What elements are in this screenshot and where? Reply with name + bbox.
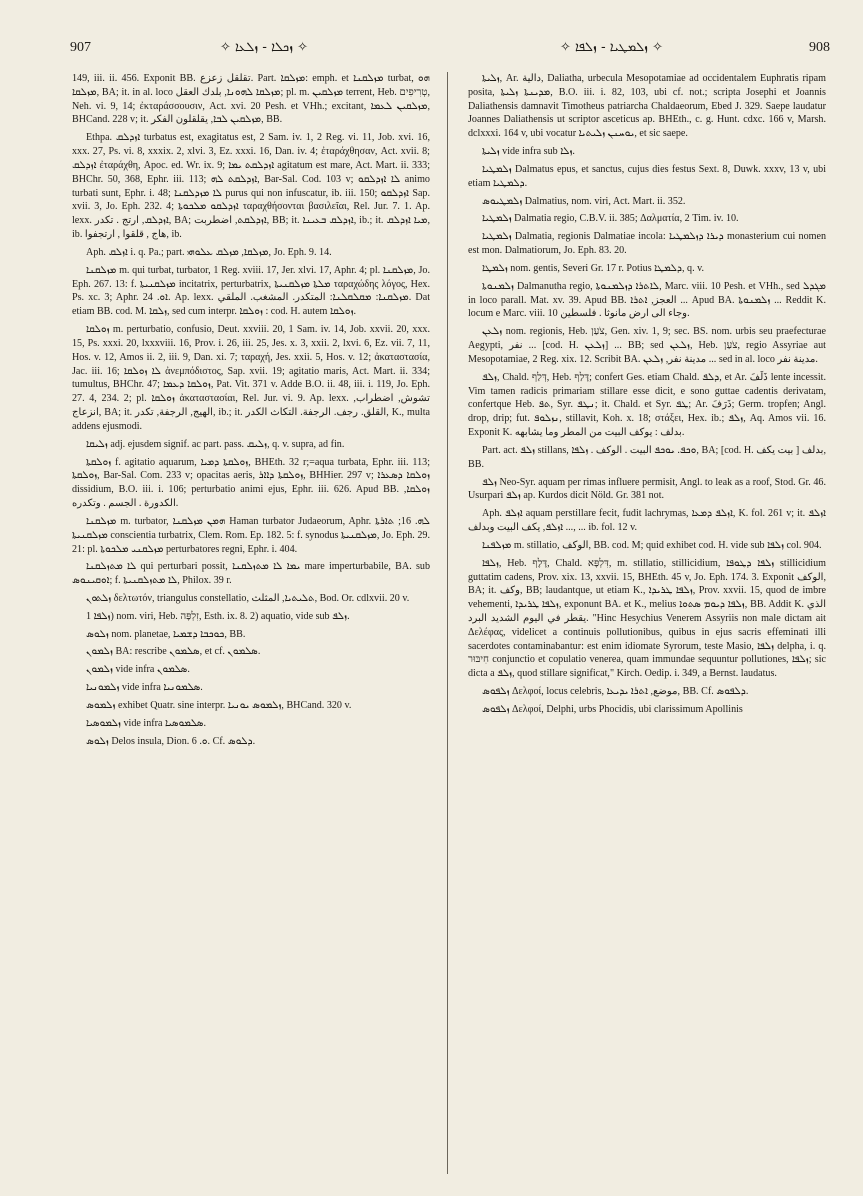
dictionary-entry: ܠܐ ܡܬܙܠܩܢܐ qui perturbari possit, ܝܡܐ ܠܐ ܡܬܙܠܩܢܐ mare imperturbabile, BA. sub ܐܘܩܝܢܘܣ; f. ܠܐ ܡܬܙܠܩܢܝܬܐ, Philox. 39 r.	[72, 561, 430, 587]
dictionary-entry: Aph. ܐܙܠܩ i. q. Pa.; part. ܡܙܠܩܐ, ܡܙܠܩ ܥܠܘܗܝ, Jo. Eph. 9. 14.	[86, 246, 332, 258]
dictionary-entry: ܙܠܡܘܣܝܐ vide infra ܣܠܡܘܣܝܐ.	[86, 717, 206, 729]
running-header	[70, 40, 830, 64]
dictionary-entry: ܙܠܡܢܘܬܐ Dalmanutha regio, ܠܐܬܪܐ ܕܙܠܡܢܘܬܐ, Marc. viii. 10 Pesh. et VHh., sed ܡܓܕܠ in loco parall. Mat. xv. 39. Apud BB. العجز, ܐܬܪܐ ... Apud BA. ܙܠܡܢܘܬܐ ... Reddit K. locum e Marc. viii. 10 وجاء الى ارض مانوثا . فلسطين.	[468, 280, 826, 320]
dictionary-entry: ܙܠܡܘܣ exhibet Quatr. sine interpr. ܙܠܡܘܣ ܝܘܢܝܐ, BHCand. 320 v.	[86, 699, 352, 711]
dictionary-entry: ܙܠܦ, Chald. דְּלַף, Heb. דָּלַף; confert Ges. etiam Chald. ܕܠܦ, et Ar. ذَلَفَ lente incessit. Vim tamen radicis primariam stillare esse dicit, e sono guttae cadentis derivatam, confertque Heb. ܬܦ, Syr. ܢܛܦ; it. Chald. et Syr. ܛܦ; Ar. ذَرَفَ; Germ. tropfen; Angl. drop, drip; fut. ܢܙܠܘܦ, stillavit, Koh. x. 18; στάξει, Hex. ib.; ܙܠܦ, Aq. Amos vii. 16. Exponit K. بدلف : يوكف البيت من المطر وما يشابهه.	[468, 371, 826, 439]
dictionary-entry: ܡܙܠܩܢܐ m. qui turbat, turbator, 1 Reg. xviii. 17, Jer. xlvi. 17, Aphr. 4; pl. ܡܙܠܩܢܐ, Jo. Eph. 267. 13: f. ܡܙܠܩܢܝܬܐ incitatrix, perturbatrix, ܡܠܬܐ ܡܙܠܩܢܝܬܐ ταραχώδης λόγος, Hex. Ps. xc. 3; Aphr. ܐܘ. 24. Ap. lexx. ܡܙܠܩܢܐ: ܡܩܠܩܠܢܐ: المتكدر. المشغب. الملقي. Dat etiam BB. cod. M. ܙܠܩܐ, sed cum interpr. ܙܘܠܩܐ : cod. H. autem ܙܘܠܩܐ.	[72, 264, 430, 318]
dictionary-entry: ܙܠܦܘܣ Δελφοί, locus celebris, موضع, ܐܬܪܐ ܝܕܝܥܐ, BB. Cf. ܕܠܦܘܣ.	[482, 686, 749, 698]
dictionary-entry: ܙܠܡܘܢܝܐ vide infra ܣܠܡܘܢܝܐ.	[86, 682, 203, 694]
dictionary-entry: ܙܠܦܐ 1) nom. viri, Heb. זִלְפָּה, Esth. ix. 8. 2) aquatio, vide sub ܙܠܦ.	[86, 610, 350, 622]
dictionary-entry: ܙܠܦܐ, Heb. דֶּלֶף, Chald. דִּלְפָּא, m. stillatio, stillicidium, ܙܠܦܐ ܕܛܘܦܐ stillicidium guttatim cadens, Prov. xix. 13, xxvii. 15, BHEth. 45 v, Jo. Eph. 174. 3. Exponit الوكف, BA; it. وكف, BB; laudantque, ut etiam K., ܙܠܦܐ ܛܪܝܕܐ, Prov. xxvii. 15, quod de imbre vehementi, ܙܠܦܐ ܛܪܝܕܐ, exponunt BA. et K., melius ܙܠܦܐ ܕܝܘܡ ܣܬܘܐ, BB. Addit K. الذي يقطر في اليوم الشديد البرد. "Hinc Hesychius Venerem Assyriis non male dictam ait Δελέφας, videlicet a continuis pollutionibus, quibus in ejus sacris effeminati illi sacerdotes contaminabantur: est enim idiomate Syrorum, teste Masio, ܙܠܦܐ delpha, i. q. חִיבּוּר conjunctio et copulatio venerea, quam immundae sequuntur pollutiones, ܙܠܦܐ; sic dicta a ܙܠܦ, quod stillare significat," Kirch. Oedip. i. 349, a Bernst. laudatus.	[468, 557, 826, 680]
dictionary-entry: ܙܠܦ Neo-Syr. aquam per rimas influere permisit, Angl. to leak as a roof, Stod. Gr. 46. Usurpari ܙܠܦ ap. Kurdos dicit Nöld. Gr. 381 not.	[468, 476, 826, 502]
dictionary-entry: ܙܠܘܣ nom. planetae, ܟܘܟܒܐ ܕܫܡܝܐ, BB.	[86, 628, 246, 640]
dictionary-entry: ܙܠܡܛܝܘܣ Dalmatius, nom. viri, Act. Mart. ii. 352.	[482, 195, 686, 207]
dictionary-entry: ܙܠܡܛܝܐ Dalmatia, regionis Dalmatiae incola: ܕܝܪܐ ܕܙܠܡܛܝܐ monasterium cui nomen est mon. Dalmatiorum, Jo. Eph. 83. 20.	[468, 231, 826, 257]
dictionary-entry: ܙܠܡܘܢ BA: rescribe ܣܠܡܘܢ, et cf. ܣܠܡܘܢ.	[86, 646, 261, 658]
right-page-number: 908	[809, 40, 830, 55]
dictionary-entry: 149, iii. ii. 456. Exponit BB. تقلقل زعزع. Part. ܡܙܠܩܐ: emph. et ܡܙܠܩܢܐ turbat, ܗܘ ܡܙܠܩܐ, BA; it. in al. loco ܡܙܠܩܐ ܠܗܘܢܐ, بلدك العقل; pl. m. ܡܙܠܩܝܢ terrent, Heb. טְרִיפִים, Neh. vi. 9, 14; ἐκταράσσουσιν, Act. xvi. 20 Pesh. et VHh.; excitant, ܡܙܠܩܝܢ ܠܥܡܐ, BHCand. 228 v; it. ܡܙܠܩܝܢ ܠܒܐ, يقلقلون الفكر, BB.	[72, 73, 430, 126]
dictionary-entry: Ethpa. ܐܙܕܠܩ turbatus est, exagitatus est, 2 Sam. iv. 1, 2 Reg. vi. 11, Job. xvi. 16, xxx. 27, Ps. vi. 8, xxxix. 2, xlvi. 3, Ez. xxxi. 16, Dan. iv. 4; ἐταράχθησαν, Act. xvii. 8; ܐܙܕܠܩ ἐταράχθη, Apoc. ed. Wr. ix. 9; ܐܙܕܠܩܬ ܝܡܐ agitatum est mare, Act. Mart. ii. 333; BHChr. 50, 368, Ephr. iii. 113; ܐܙܕܠܩܬ ܠܗ, Bar-Sal. Cod. 103 v; ܠܐ ܐܙܕܠܩܘ animo turbati sunt, Ephr. i. 48; ܠܐ ܡܙܕܠܩܢܐ purus qui non infuscatur, ib. iii. 150; ܐܙܕܠܩܘ Sap. xvii. 3, Jo. Eph. 232. 4; ܐܙܕܠܩܘ ܡܠܟܘܬܐ ταραχθήσονται βασιλεῖαι, Rel. Jur. 7. 1. Ap. lexx. ܐܙܕܠܩ, ارتج . تكدر, BA; ܐܙܕܠܩܬ, اضطربت, BB; it. ܐܙܕܠܩ ܒܥܝܢܐ, ib.; it. ܡܝܐ ܐܙܕܠܩ, ib. هاج , قلقوا , ارتجفوا, ib.	[72, 132, 430, 241]
dictionary-entry: ܙܘܠܩܬܐ f. agitatio aquarum, ܙܘܠܩܬܐ ܕܡܝܐ, BHEth. 32 r;=aqua turbata, Ephr. iii. 113; ܙܘܠܩܬܐ, Bar-Sal. Com. 233 v; opacitas aeris, ܙܘܠܩܬܐ ܕܐܐܪ, BHHier. 297 v; ܙܘܠܩܐ ܕܣܥܪܐ dissidium, B.O. iii. i. 106; perturbatio animi ejus, Ephr. iii. 626. Apud BB. ܙܘܠܩܐ, الكدورة . الجسم . وتكدره.	[72, 456, 430, 510]
dictionary-entry: ܙܠܡܛܝܐ Dalmatia regio, C.B.V. ii. 385; Δαλματία, 2 Tim. iv. 10.	[482, 213, 739, 225]
left-page-number: 907	[70, 40, 91, 55]
left-running-head: ✧ ܙܟܠܐ - ܙܠܥܐ ✧	[220, 40, 309, 55]
dictionary-entry: Part. act. ܙܠܦ stillans, ܘܟܦ. ܝܘܟܦ البيت . الوكف . ܙܠܦܐ, BA; [cod. H. بيت يكف ] بدلف, BB.	[468, 444, 826, 470]
dictionary-entry: Aph. ܐܙܠܦ aquam perstillare fecit, fudit lachrymas, ܐܙܠܦ ܕܡܥܐ, K. fol. 261 v; it. ܐܙܠܦ ... ܐܙܠܦ, يكف البيت وبدلف, ... ib. fol. 12 v.	[468, 508, 826, 534]
dictionary-entry: ܙܠܝܬܐ, Ar. دالية, Daliatha, urbecula Mesopotamiae ad occidentalem Euphratis ripam posita, ܡܕܝܢܬܐ ܙܠܝܬܐ, B.O. iii. i. 82, 103, ubi cf. not.; scripta Josephi et Joannis Daliathensis damnavit Timotheus patriarcha Chaldaeorum, Ebed J. 329. Saepe laudatur Joannes Daliathensis ut scriptor asceticus ap. BHEth., c. g. Hunt. cdxc. 166 v, Marsh. dclxxxi. 164 v, ubi vocatur ܝܘܚܢܢ ܙܠܝܬܝܐ, et sic saepe.	[468, 73, 826, 140]
dictionary-entry: ܙܠܥܢ nom. regionis, Heb. צֹעַן, Gen. xiv. 1, 9; sec. BS. nom. urbis seu praefecturae Aegypti, نفر ... [cod. H. ܙܠܥܢ] ... BB; sed ܙܠܥܢ, Heb. צֹעַן, regio Assyriae aut Mesopotamiae, 2 Reg. xix. 12. Scribit BA. مدينة نفر, ܙܠܥܢ ... sed in al. loco مدينة نفر.	[468, 326, 826, 365]
right-column	[468, 72, 826, 1182]
left-column	[72, 72, 430, 1182]
dictionary-entry: ܡܙܠܦܢܐ m. stillatio, الوكف, BB. cod. M; quid exhibet cod. H. vide sub ܙܠܦܐ col. 904.	[482, 539, 822, 551]
dictionary-entry: ܙܠܬܘܢ δελτωτόν, triangulus constellatio, ܬܠܝܬܝܐ, المثلث, Bod. Or. cdlxvii. 20 v.	[86, 592, 410, 604]
dictionary-entry: ܙܠܡܛܐ nom. gentis, Severi Gr. 17 r. Potius ܕܠܡܛܐ, q. v.	[482, 262, 705, 274]
dictionary-entry: ܙܠܡܘܢ vide infra ܣܠܡܘܢ.	[86, 664, 190, 676]
dictionary-entry: ܙܘܠܩܐ m. perturbatio, confusio, Deut. xxviii. 20, 1 Sam. iv. 14, Job. xxvii. 20, xxx. 15, Ps. xxxi. 20, lxxxviii. 16, Prov. i. 26, iii. 25, Jes. x. 3, xxii. 2, lxvi. 6, Ez. vii. 7, 11, Hos. v. 12, Amos ii. 2, iii. 9, Dan. xi. 7; ταραχή, Jes. xxii. 5, Hos. v. 12; ἀκαταστασία, Jac. iii. 16; ܠܐ ܙܘܠܩܐ ἀνεμπόδιστος, Sap. xvii. 19; agitatio maris, Act. Mart. ii. 334; tumultus, BHChr. 47; ܙܘܠܩܐ ܕܥܡܐ, Pat. Vit. 371 v. Adde B.O. ii. 48, iii. i. 119, Jo. Eph. 27. 4, 234. 2; pl. ܙܘܠܩܐ ἀκαταστασίαι, Rel. Jur. vi. 9. Ap. lexx. تشوش, اضطراب, انزعاج, BA; it. الهيج, الرجفة, تكدر, ib.; it. القلق. رجف. الرجفة. التكاث الكدر, K., multa addens ejusmodi.	[72, 324, 430, 432]
dictionary-entry: ܙܠܝܩܐ adj. ejusdem signif. ac part. pass. ܙܠܝܩ, q. v. supra, ad fin.	[86, 438, 345, 450]
dictionary-entry: ܙܠܝܬܐ vide infra sub ܙܠܐ.	[482, 146, 575, 158]
column-divider	[447, 72, 448, 1174]
dictionary-entry: ܙܠܡܛܝܐ Dalmatus epus, et sanctus, cujus dies festus Sext. 8, Duwk. xxxv, 13 v, ubi etiam ܕܠܡܛܝܐ.	[468, 163, 826, 189]
right-running-head: ✧ ܙܠܡܛܝܐ - ܙܠܦܐ ✧	[560, 40, 663, 55]
dictionary-entry: ܙܠܘܣ Delos insula, Dion. ܘ. 6. Cf. ܕܠܘܣ.	[86, 735, 256, 747]
dictionary-entry: ܙܠܦܘܣ Δελφοί, Delphi, urbs Phocidis, ubi clarissimum Apollinis	[482, 703, 743, 715]
dictionary-entry: ܡܙܠܩܢܐ m. turbator, ܗܡܢ ܡܙܠܩܢܐ Haman turbator Judaeorum, Aphr. ܠܗ. 16; ܬܐܪܬܐ ܡܙܠܩܢܝܬܐ conscientia turbatrix, Clem. Rom. Ep. 182. 5: f. synodus ܡܙܠܩܢܝܬܐ, Jo. Eph. 29. 21: pl. ܡܙܠܩܢܝ ܡܠܟܘܬܐ perturbatores regni, Ephr. i. 404.	[72, 515, 430, 555]
